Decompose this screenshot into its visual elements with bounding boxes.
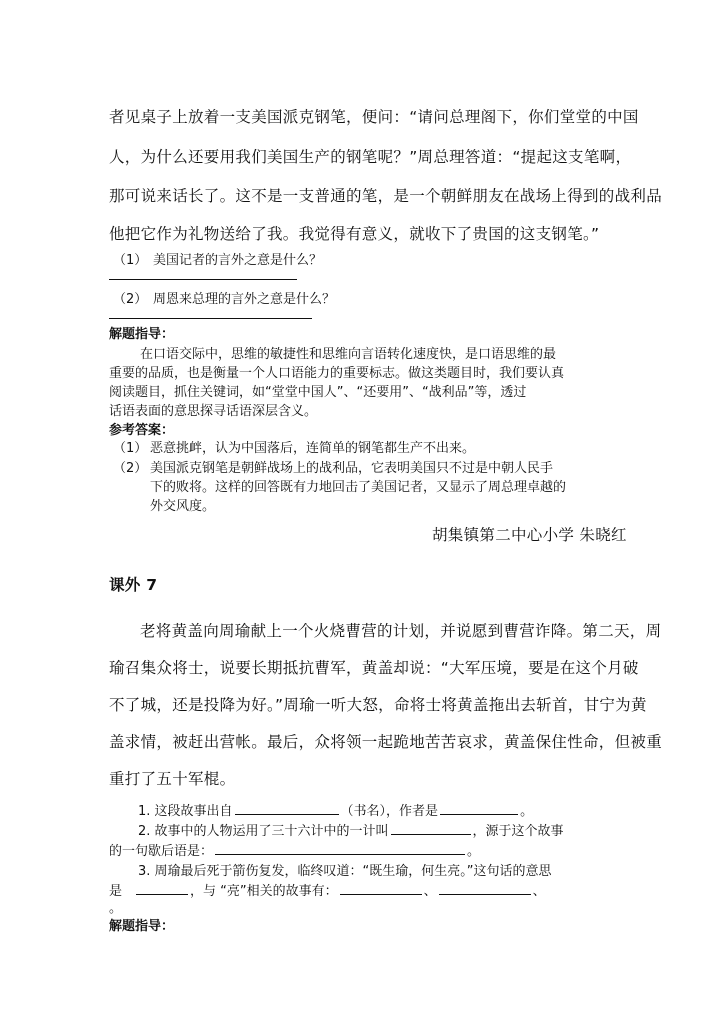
exercise-2-text-d: 。 [467,844,481,859]
exercise-2-line-1 [138,820,564,839]
exercise-1 [138,800,533,819]
answer-1-text: 恶意挑衅，认为中国落后，连简单的钢笔都生产不出来。 [150,441,476,456]
author-blank[interactable] [440,802,518,815]
exercise-3-line-3: 。 [109,901,123,916]
author-credit: 胡集镇第二中心小学 朱晓红 [432,526,627,544]
question-2-number: （2） [113,292,148,307]
section-title: 课外 7 [109,576,158,594]
answer-2-line-1: 美国派克钢笔是朝鲜战场上的战利品，它表明美国只不过是中朝人民手 [150,461,554,476]
exercise-3-text-d: 、 [423,884,437,899]
guide-heading-2: 解题指导： [109,919,175,934]
exercise-2-text-b: ，源于这个故事 [472,824,564,839]
exercise-2-text-c: 的一句歇后语是： [109,844,214,859]
exercise-2-line-2 [109,840,480,859]
guide-line-4: 话语表面的意思探寻话语深层含义。 [109,404,318,419]
story1-line-3: 那可说来话长了。这不是一支普通的笔，是一个朝鲜朋友在战场上得到的战利品 [109,187,663,205]
story1-line-4: 他把它作为礼物送给了我。我觉得有意义，就收下了贵国的这支钢笔。” [109,225,600,243]
exercise-1-text-a: 1. 这段故事出自 [138,804,233,819]
answer-line-1[interactable] [109,279,297,280]
story-blank-1[interactable] [340,882,422,895]
guide-line-1: 在口语交际中，思维的敏捷性和思维向言语转化速度快，是口语思维的最 [140,347,557,362]
answer-line-2[interactable] [109,318,312,319]
story2-line-3: 不了城，还是投降为好。”周瑜一听大怒，命将士将黄盖拖出去斩首，甘宁为黄 [109,696,647,714]
exercise-3-text-b: 是 [109,884,123,899]
story2-line-2: 瑜召集众将士，说要长期抵抗曹军，黄盖却说：“大军压境，要是在这个月破 [109,659,639,677]
story2-line-1: 老将黄盖向周瑜献上一个火烧曹营的计划，并说愿到曹营诈降。第二天，周 [140,622,662,640]
question-2-text: 周恩来总理的言外之意是什么？ [153,292,336,307]
answer-2-line-3: 外交风度。 [150,499,216,514]
exercise-3-text-c: ，与 “亮”相关的故事有： [190,884,338,899]
stratagem-blank[interactable] [391,822,471,835]
story2-line-4: 盖求情，被赶出营帐。最后，众将领一起跪地苦苦哀求，黄盖保住性命，但被重 [109,733,663,751]
question-1-text: 美国记者的言外之意是什么？ [153,253,323,268]
story2-line-5: 重打了五十军棍。 [109,770,236,788]
story1-line-1: 者见桌子上放着一支美国派克钢笔，便问：“请问总理阁下，你们堂堂的中国 [109,108,639,126]
exercise-1-text-c: 。 [520,804,534,819]
exercise-3-line-1: 3. 周瑜最后死于箭伤复发，临终叹道：“既生瑜，何生亮。”这句话的意思 [138,864,552,879]
answer-1-number: （1） [113,441,148,456]
xiehouyu-blank[interactable] [215,842,465,855]
story-blank-2[interactable] [439,882,531,895]
answer-2-number: （2） [113,461,148,476]
answer-heading: 参考答案： [109,423,175,438]
answer-2-line-2: 下的败将。这样的回答既有力地回击了美国记者，又显示了周总理卓越的 [150,480,567,495]
story1-line-2: 人，为什么还要用我们美国生产的钢笔呢？”周总理答道：“提起这支笔啊， [109,148,632,166]
question-1-number: （1） [113,253,148,268]
guide-line-2: 重要的品质，也是衡量一个人口语能力的重要标志。做这类题目时，我们要认真 [109,366,565,381]
guide-line-3: 阅读题目，抓住关键词，如“堂堂中国人”、“还要用”、“战利品”等，透过 [109,385,527,400]
exercise-3-line-2 [109,880,546,899]
exercise-2-text-a: 2. 故事中的人物运用了三十六计中的一计叫 [138,824,389,839]
guide-heading-1: 解题指导： [109,327,175,342]
meaning-blank[interactable] [136,882,188,895]
book-title-blank[interactable] [235,802,339,815]
exercise-1-text-b: （书名），作者是 [340,804,439,819]
exercise-3-text-e: 、 [532,884,546,899]
